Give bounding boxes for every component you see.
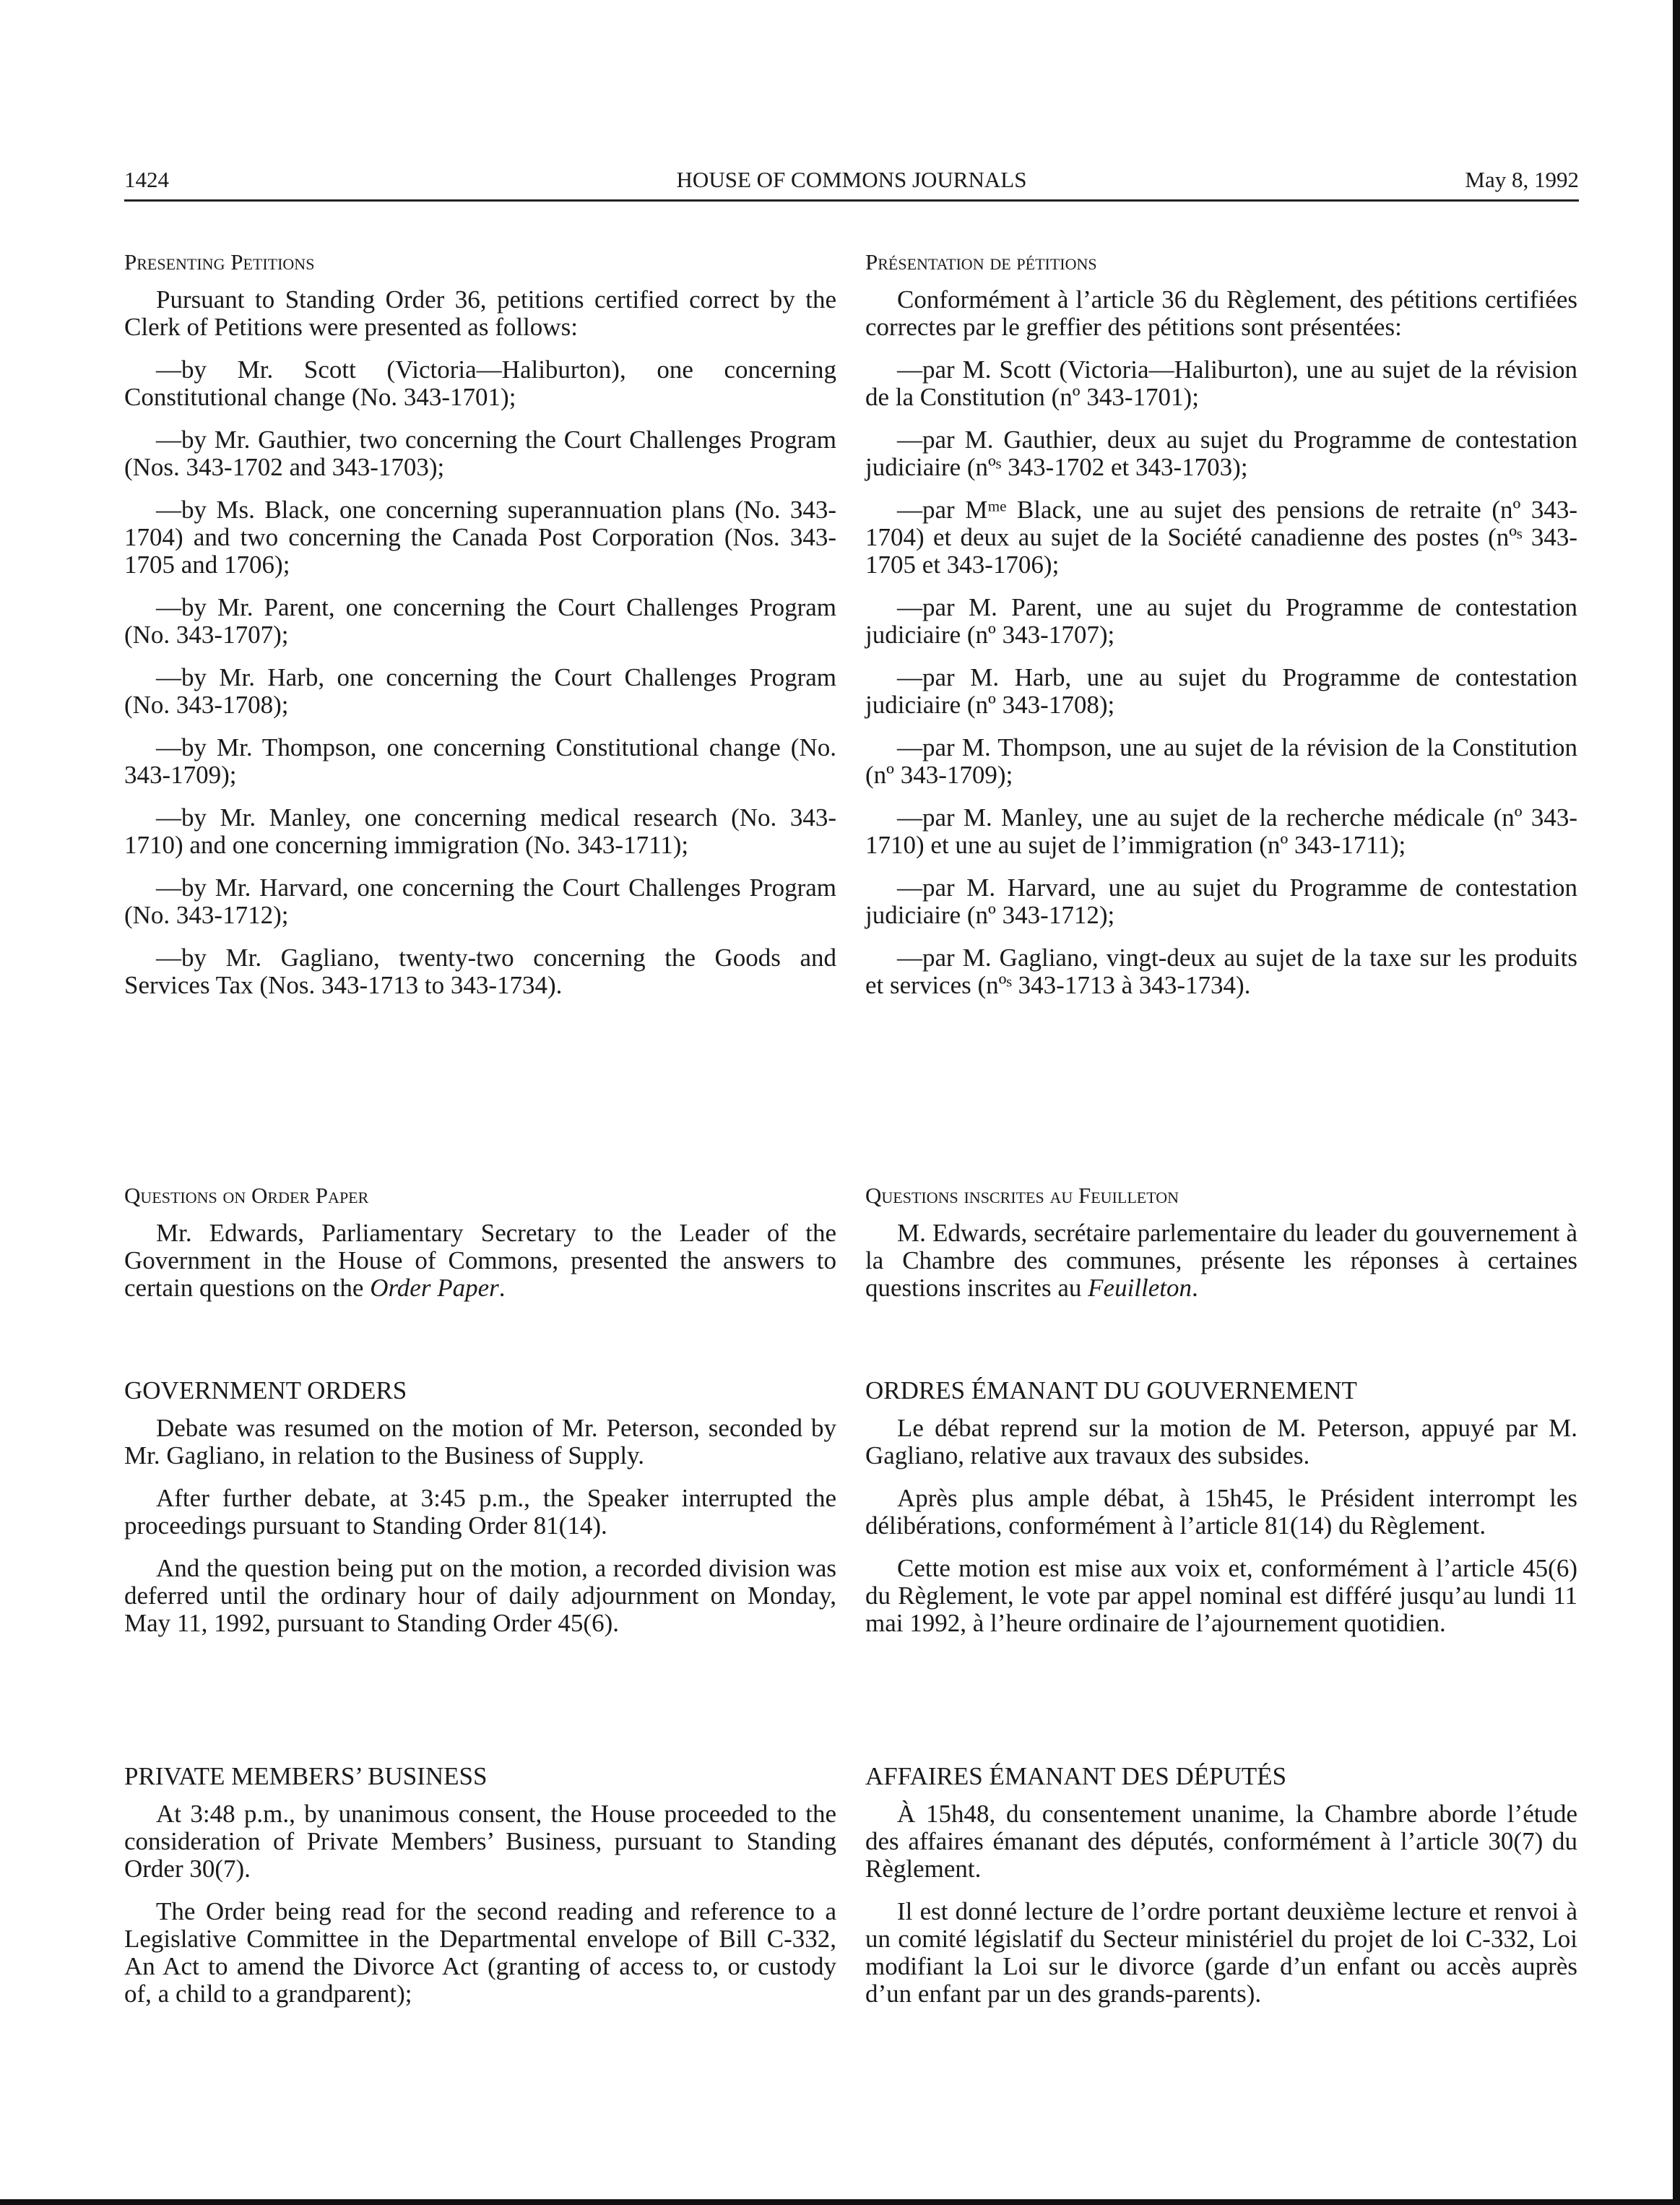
- petition-item-en: —by Mr. Manley, one concerning medical research (No. 343-1710) and one concerning immigration (No. 343-1711);: [124, 803, 836, 859]
- government-orders-section-fr: [865, 1376, 1577, 1652]
- petition-item-en: —by Ms. Black, one concerning superannuation plans (No. 343-1704) and two concerning the Canada Post Corporation (Nos. 343-1705 and 1706);: [124, 496, 836, 579]
- private-members-heading-fr: AFFAIRES ÉMANANT DES DÉPUTÉS: [865, 1762, 1287, 1790]
- government-orders-heading-fr: ORDRES ÉMANANT DU GOUVERNEMENT: [865, 1376, 1357, 1404]
- petition-item-fr: —par M. Gauthier, deux au sujet du Programme de contestation judiciaire (nºˢ 343-1702 et 343-1703);: [865, 426, 1577, 481]
- page-header: [124, 163, 1579, 202]
- petitions-section-fr: [865, 249, 1577, 1014]
- petitions-intro-en: Pursuant to Standing Order 36, petitions certified correct by the Clerk of Petitions were presented as follows:: [124, 285, 836, 341]
- petition-item-en: —by Mr. Parent, one concerning the Court Challenges Program (No. 343-1707);: [124, 593, 836, 649]
- petitions-intro-fr: Conformément à l’article 36 du Règlement, des pétitions certifiées correctes par le greffier des pétitions sont présentées:: [865, 285, 1577, 341]
- petition-item-en: —by Mr. Gauthier, two concerning the Court Challenges Program (Nos. 343-1702 and 343-1703);: [124, 426, 836, 481]
- journal-date: May 8, 1992: [1465, 167, 1579, 192]
- private-members-paragraph-fr: À 15h48, du consentement unanime, la Chambre aborde l’étude des affaires émanant des députés, conformément à l’article 30(7) du Règlement.: [865, 1800, 1577, 1883]
- questions-section-fr: [865, 1182, 1577, 1317]
- petition-item-fr: —par M. Manley, une au sujet de la recherche médicale (nº 343-1710) et une au sujet de l’immigration (nº 343-1711);: [865, 803, 1577, 859]
- petition-item-en: —by Mr. Harb, one concerning the Court Challenges Program (No. 343-1708);: [124, 663, 836, 719]
- government-orders-paragraph-fr: Le débat reprend sur la motion de M. Peterson, appuyé par M. Gagliano, relative aux travaux des subsides.: [865, 1414, 1577, 1470]
- private-members-paragraph-fr: Il est donné lecture de l’ordre portant deuxième lecture et renvoi à un comité législatif du Secteur ministériel du projet de loi C-332, Loi modifiant la Loi sur le divorce (garde d’un enfant ou accès auprès d’un enfant par un des grands-parents).: [865, 1897, 1577, 2008]
- government-orders-paragraph-fr: Cette motion est mise aux voix et, conformément à l’article 45(6) du Règlement, le vote par appel nominal est différé jusqu’au lundi 11 mai 1992, à l’heure ordinaire de l’ajournement quotidien.: [865, 1554, 1577, 1637]
- questions-text-en: Mr. Edwards, Parliamentary Secretary to the Leader of the Government in the House of Commons, presented the answers to certain questions on the Order Paper.: [124, 1219, 836, 1302]
- questions-text-fr: M. Edwards, secrétaire parlementaire du leader du gouvernement à la Chambre des communes, présente les réponses à certaines questions inscrites au Feuilleton.: [865, 1219, 1577, 1302]
- petition-item-en: —by Mr. Harvard, one concerning the Court Challenges Program (No. 343-1712);: [124, 873, 836, 929]
- feuilleton-italic: Feuilleton: [1088, 1274, 1192, 1302]
- questions-heading-en: Questions on Order Paper: [124, 1183, 369, 1208]
- scan-edge-right: [1673, 0, 1680, 2205]
- petition-item-fr: —par M. Harvard, une au sujet du Programme de contestation judiciaire (nº 343-1712);: [865, 873, 1577, 929]
- government-orders-section-en: [124, 1376, 836, 1652]
- petition-item-fr: —par M. Parent, une au sujet du Programme de contestation judiciaire (nº 343-1707);: [865, 593, 1577, 649]
- scan-edge-bottom: [0, 2199, 1680, 2205]
- petition-item-fr: —par M. Thompson, une au sujet de la révision de la Constitution (nº 343-1709);: [865, 733, 1577, 789]
- petition-item-fr: —par M. Gagliano, vingt-deux au sujet de la taxe sur les produits et services (nºˢ 343-1713 à 343-1734).: [865, 944, 1577, 999]
- petition-item-en: —by Mr. Thompson, one concerning Constitutional change (No. 343-1709);: [124, 733, 836, 789]
- government-orders-paragraph-en: And the question being put on the motion, a recorded division was deferred until the ordinary hour of daily adjournment on Monday, May 11, 1992, pursuant to Standing Order 45(6).: [124, 1554, 836, 1637]
- petition-item-fr: —par M. Scott (Victoria—Haliburton), une au sujet de la révision de la Constitution (nº 343-1701);: [865, 355, 1577, 411]
- page-number: 1424: [124, 167, 169, 192]
- government-orders-paragraph-fr: Après plus ample débat, à 15h45, le Président interrompt les délibérations, conformément à l’article 81(14) du Règlement.: [865, 1484, 1577, 1540]
- questions-section-en: [124, 1182, 836, 1317]
- petitions-section-en: [124, 249, 836, 1014]
- petition-item-fr: —par Mᵐᵉ Black, une au sujet des pensions de retraite (nº 343-1704) et deux au sujet de la Société canadienne des postes (nºˢ 343-1705 et 343-1706);: [865, 496, 1577, 579]
- questions-heading-fr: Questions inscrites au Feuilleton: [865, 1183, 1179, 1208]
- private-members-heading-en: PRIVATE MEMBERS’ BUSINESS: [124, 1762, 488, 1790]
- government-orders-heading-en: GOVERNMENT ORDERS: [124, 1376, 407, 1404]
- government-orders-paragraph-en: Debate was resumed on the motion of Mr. Peterson, seconded by Mr. Gagliano, in relation to the Business of Supply.: [124, 1414, 836, 1470]
- journal-title: HOUSE OF COMMONS JOURNALS: [676, 167, 1027, 192]
- private-members-paragraph-en: At 3:48 p.m., by unanimous consent, the House proceeded to the consideration of Private Members’ Business, pursuant to Standing Order 30(7).: [124, 1800, 836, 1883]
- petition-item-fr: —par M. Harb, une au sujet du Programme de contestation judiciaire (nº 343-1708);: [865, 663, 1577, 719]
- order-paper-italic: Order Paper: [370, 1274, 499, 1302]
- petition-item-en: —by Mr. Gagliano, twenty-two concerning the Goods and Services Tax (Nos. 343-1713 to 343-1734).: [124, 944, 836, 999]
- private-members-section-en: [124, 1761, 836, 2023]
- private-members-section-fr: [865, 1761, 1577, 2023]
- government-orders-paragraph-en: After further debate, at 3:45 p.m., the Speaker interrupted the proceedings pursuant to Standing Order 81(14).: [124, 1484, 836, 1540]
- petitions-heading-en: Presenting Petitions: [124, 249, 315, 275]
- petition-item-en: —by Mr. Scott (Victoria—Haliburton), one concerning Constitutional change (No. 343-1701);: [124, 355, 836, 411]
- private-members-paragraph-en: The Order being read for the second reading and reference to a Legislative Committee in the Departmental envelope of Bill C-332, An Act to amend the Divorce Act (granting of access to, or custody of, a child to a grandparent);: [124, 1897, 836, 2008]
- petitions-heading-fr: Présentation de pétitions: [865, 249, 1097, 275]
